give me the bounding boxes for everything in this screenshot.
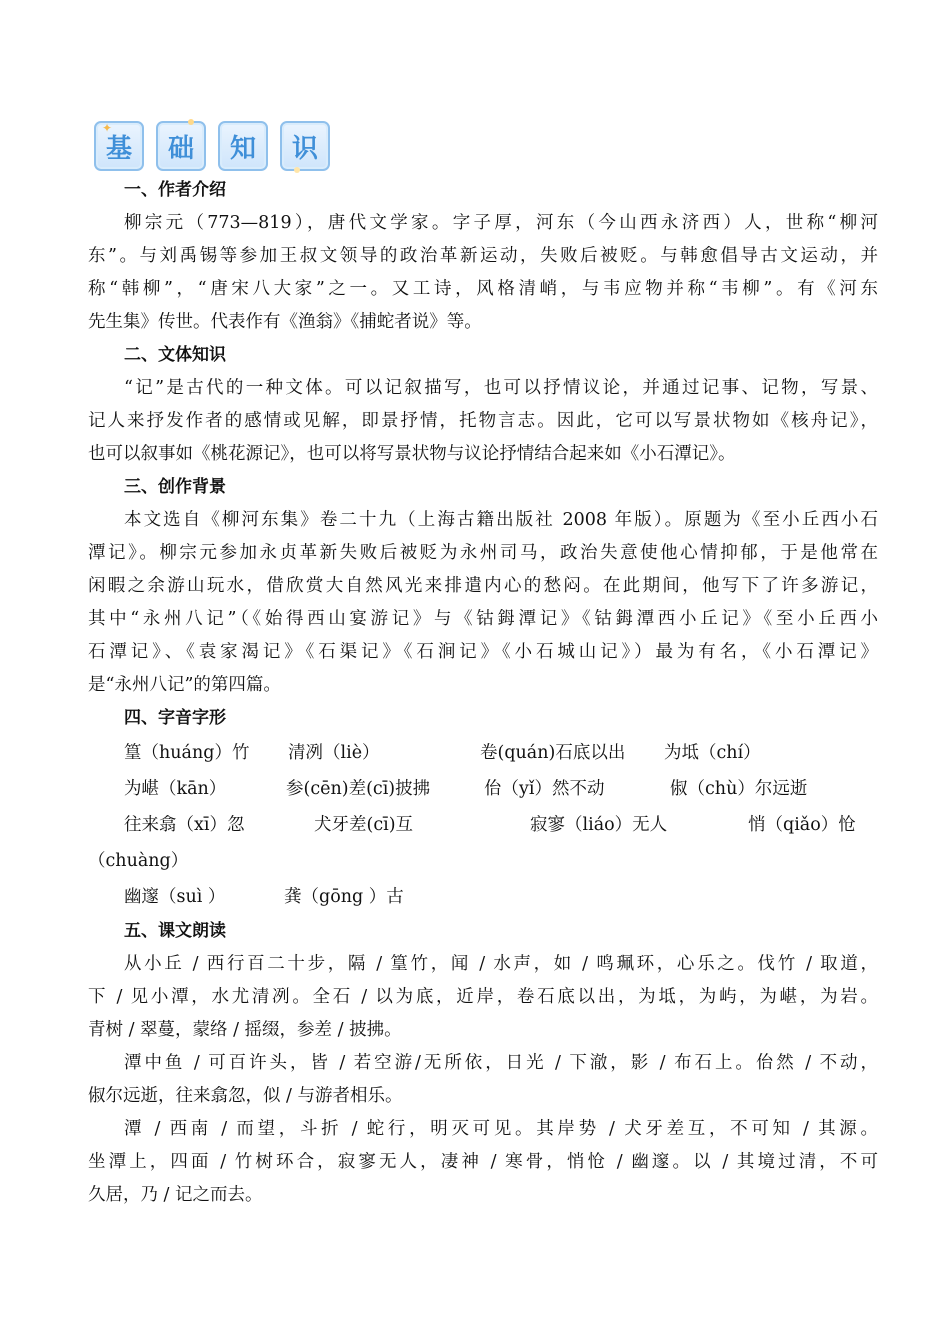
paragraph-line: 俶尔远逝，往来翕忽，似 / 与游者相乐。 <box>88 1086 403 1106</box>
dot-icon <box>188 119 194 125</box>
dot-icon <box>294 167 300 173</box>
vocab-row <box>88 771 878 807</box>
vocab-item: 往来翕（xī）忽 <box>124 815 245 835</box>
paragraph-line: 下 / 见小潭，水尤清冽。全石 / 以为底，近岸，卷石底以出，为坻，为屿，为嵁，为岩。 <box>88 987 878 1007</box>
paragraph-line: 柳宗元（773—819），唐代文学家。字子厚，河东（今山西永济西）人，世称“柳河 <box>124 213 878 233</box>
banner-tile-2 <box>156 121 206 171</box>
paragraph-line: 记人来抒发作者的感情或见解，即景抒情，托物言志。因此，它可以写景状物如《核舟记》， <box>88 411 878 431</box>
paragraph-line: 先生集》传世。代表作有《渔翁》《捕蛇者说》等。 <box>88 312 482 332</box>
vocab-item: 清冽（liè） <box>288 743 380 763</box>
banner-char: 知 <box>229 133 256 164</box>
paragraph-line: 潭中鱼 / 可百许头，皆 / 若空游/无所依，日光 / 下澈，影 / 布石上。佁然 / 不动， <box>124 1053 878 1073</box>
document-page <box>88 118 878 1212</box>
banner-char: 识 <box>291 133 318 164</box>
vocab-item: 为嵁（kān） <box>124 779 227 799</box>
banner-tile-1 <box>94 121 144 171</box>
section-banner <box>94 118 878 174</box>
banner-tile-3 <box>218 121 268 171</box>
paragraph-line: 其中“永州八记”（《始得西山宴游记》与《钴鉧潭记》《钴鉧潭西小丘记》《至小丘西小 <box>88 609 878 629</box>
vocab-row <box>88 735 878 771</box>
vocab-row <box>88 843 878 879</box>
paragraph-line: 闲暇之余游山玩水，借欣赏大自然风光来排遣内心的愁闷。在此期间，他写下了许多游记， <box>88 576 878 596</box>
vocab-item: 俶（chù）尔远逝 <box>670 779 808 799</box>
section-heading-genre: 二、文体知识 <box>124 345 226 365</box>
banner-char: 础 <box>167 133 194 164</box>
paragraph-line: 石潭记》、《袁家渴记》《石渠记》《石涧记》《小石城山记》）最为有名，《小石潭记》 <box>88 642 878 662</box>
vocab-item-continuation: （chuàng） <box>88 851 189 871</box>
paragraph-line: 是“永州八记”的第四篇。 <box>88 675 281 695</box>
paragraph-line: 也可以叙事如《桃花源记》，也可以将写景状物与议论抒情结合起来如《小石潭记》。 <box>88 444 736 464</box>
sparkle-icon: ✦ <box>102 121 113 135</box>
vocab-row <box>88 879 878 915</box>
vocab-item: 为坻（chí） <box>664 743 761 763</box>
banner-char: 基 <box>105 133 132 164</box>
vocab-item: 篁（huáng）竹 <box>124 743 250 763</box>
paragraph-line: 东”。与刘禹锡等参加王叔文领导的政治革新运动，失败后被贬。与韩愈倡导古文运动，并 <box>88 246 878 266</box>
paragraph-line: 潭 / 西南 / 而望，斗折 / 蛇行，明灭可见。其岸势 / 犬牙差互，不可知 / 其源。 <box>124 1119 878 1139</box>
paragraph-line: 青树 / 翠蔓，蒙络 / 摇缀，参差 / 披拂。 <box>88 1020 402 1040</box>
vocab-item: 龚（gōng ）古 <box>284 887 404 907</box>
paragraph-line: 潭记》。柳宗元参加永贞革新失败后被贬为永州司马，政治失意使他心情抑郁，于是他常在 <box>88 543 878 563</box>
paragraph-line: 从小丘 / 西行百二十步，隔 / 篁竹，闻 / 水声，如 / 鸣珮环，心乐之。伐竹 / 取道， <box>124 954 878 974</box>
vocab-item: 悄（qiǎo）怆 <box>748 815 856 835</box>
paragraph-line: 本文选自《柳河东集》卷二十九（上海古籍出版社 2008 年版）。原题为《至小丘西小石 <box>124 510 878 530</box>
paragraph-line: 称“韩柳”，“唐宋八大家”之一。又工诗，风格清峭，与韦应物并称“韦柳”。有《河东 <box>88 279 878 299</box>
banner-tile-4 <box>280 121 330 171</box>
vocab-item: 幽邃（suì ） <box>124 887 226 907</box>
vocab-item: 犬牙差(cī)互 <box>314 815 414 835</box>
paragraph-line: 久居，乃 / 记之而去。 <box>88 1185 263 1205</box>
section-heading-reading: 五、课文朗读 <box>124 921 226 941</box>
section-heading-author: 一、作者介绍 <box>124 180 226 200</box>
vocab-item: 参(cēn)差(cī)披拂 <box>286 779 431 799</box>
paragraph-line: “记”是古代的一种文体。可以记叙描写，也可以抒情议论，并通过记事、记物，写景、 <box>124 378 878 398</box>
vocab-item: 卷(quán)石底以出 <box>480 743 626 763</box>
paragraph-line: 坐潭上，四面 / 竹树环合，寂寥无人，凄神 / 寒骨，悄怆 / 幽邃。以 / 其境过清，不可 <box>88 1152 878 1172</box>
vocab-item: 佁（yǐ）然不动 <box>484 779 605 799</box>
section-heading-background: 三、创作背景 <box>124 477 226 497</box>
vocab-item: 寂寥（liáo）无人 <box>530 815 668 835</box>
section-heading-vocab: 四、字音字形 <box>124 708 226 728</box>
vocab-row <box>88 807 878 843</box>
